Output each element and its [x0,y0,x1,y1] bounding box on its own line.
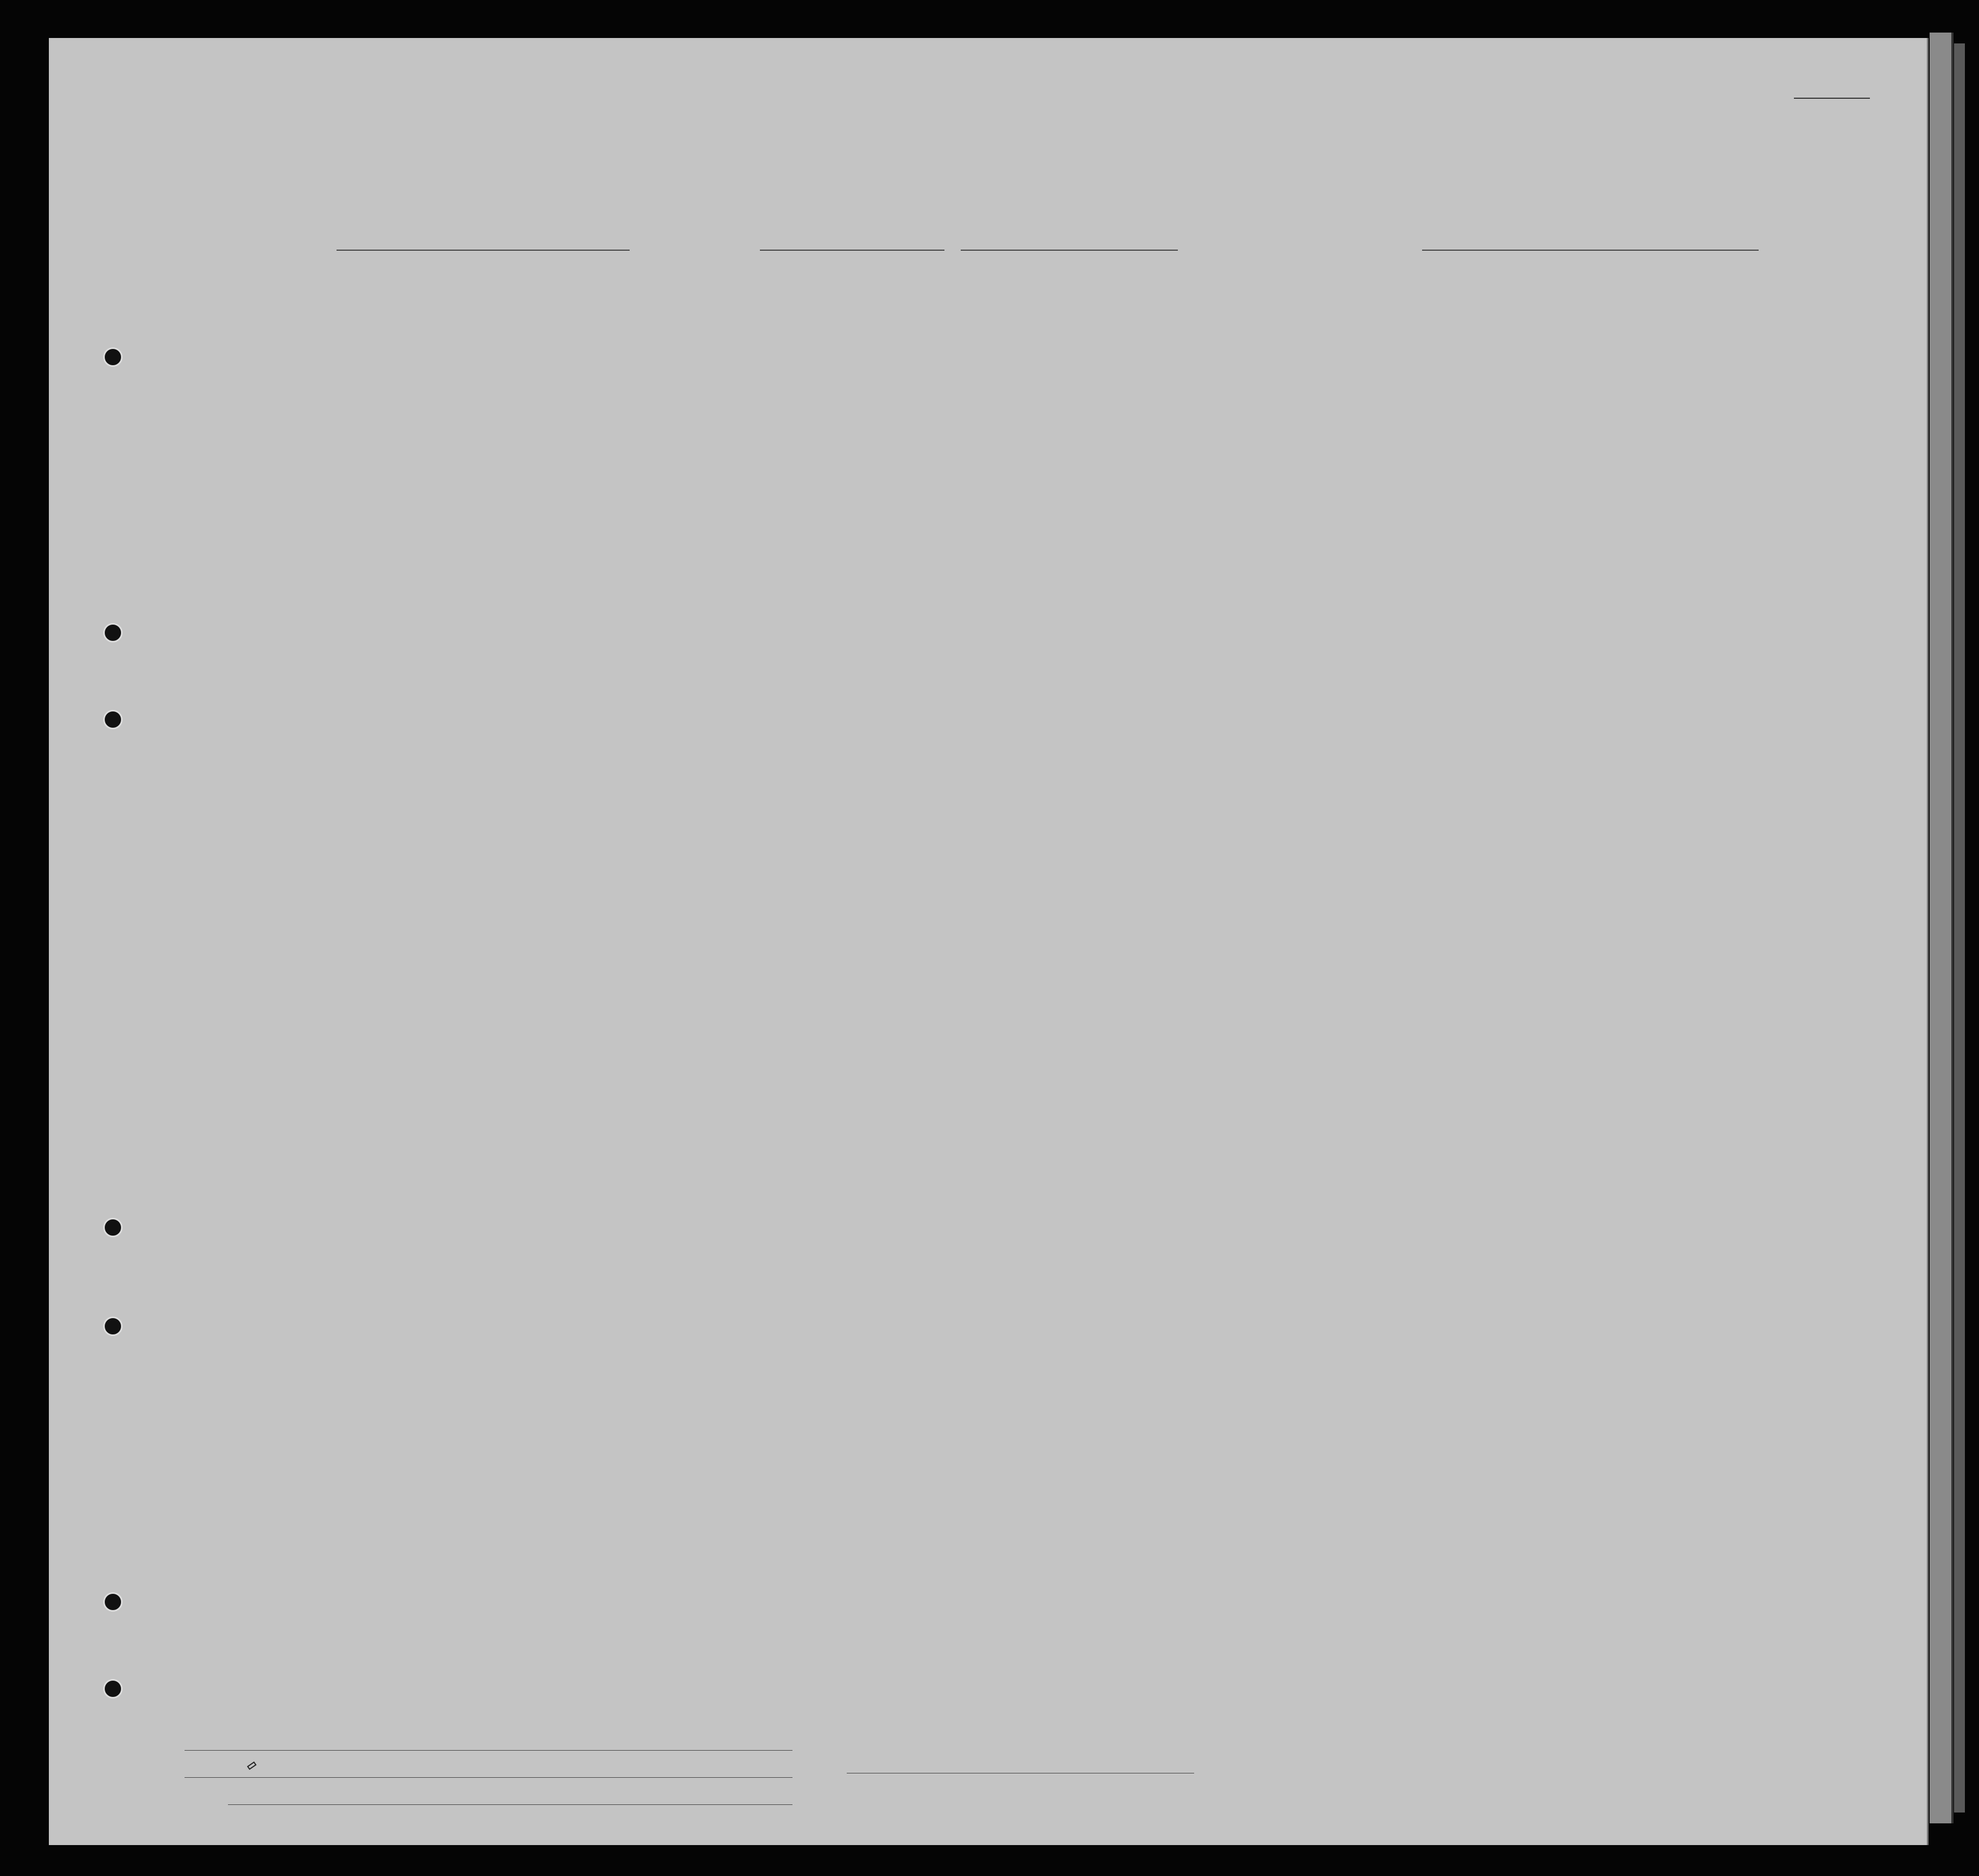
from-underline [1422,250,1759,251]
line-underline [185,1750,792,1751]
punch-hole [103,347,123,367]
punch-hole [103,1679,123,1699]
vessel-underline [337,250,630,251]
page-edge-shadow [1954,43,1965,1813]
punch-hole [103,710,123,729]
punch-hole [103,1592,123,1612]
page-edge [1930,33,1953,1823]
date-underline [961,250,1178,251]
owners-underline [185,1777,792,1778]
punch-hole [103,623,123,643]
punch-hole [103,1317,123,1336]
sheet-number-underline [1794,98,1870,99]
punch-hole [103,1218,123,1237]
agents-underline [228,1804,792,1805]
manifest-sheet [49,38,1929,1845]
port-underline [760,250,944,251]
